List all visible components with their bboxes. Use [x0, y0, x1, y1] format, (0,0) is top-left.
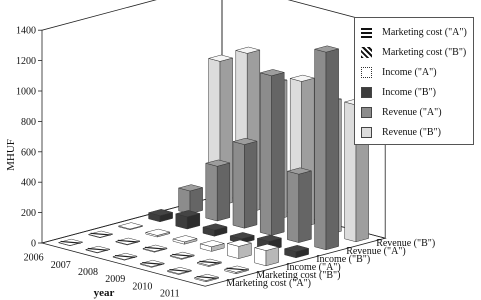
legend-swatch [361, 107, 372, 118]
x-tick-label: 2010 [132, 281, 153, 293]
legend-swatch [361, 127, 372, 138]
bar [299, 171, 312, 243]
y-tick-label: 1400 [16, 25, 36, 37]
legend-item [361, 82, 473, 102]
series-axis-label: Income ("B") [316, 254, 371, 266]
legend-swatch [361, 67, 372, 78]
legend-label: Income ("B") [382, 86, 436, 98]
x-tick-label: 2011 [159, 288, 180, 300]
bar [206, 163, 217, 221]
bar [326, 49, 339, 250]
y-axis-title: MHUF [5, 139, 17, 171]
bar [287, 171, 298, 242]
series-axis-label: Marketing cost ("B") [256, 270, 341, 282]
x-tick-label: 2008 [78, 267, 98, 278]
y-tick-label: 800 [21, 116, 36, 128]
bar [315, 49, 326, 250]
series-axis-label: Income ("A") [286, 262, 341, 274]
bar [244, 141, 257, 228]
y-tick-label: 0 [31, 238, 36, 250]
y-tick-label: 600 [21, 147, 36, 159]
legend-label: Revenue ("B") [382, 126, 441, 138]
legend-label: Marketing cost ("A") [382, 26, 467, 38]
bar [272, 72, 285, 235]
legend-item [361, 62, 473, 82]
x-axis-title: year [93, 287, 115, 299]
y-tick-label: 1000 [16, 86, 36, 98]
legend-item [361, 122, 473, 142]
y-tick-label: 400 [21, 177, 36, 189]
series-axis-label: Revenue ("A") [346, 246, 406, 258]
series-axis-label: Marketing cost ("A") [226, 278, 312, 290]
legend-item [361, 22, 473, 42]
x-tick-label: 2007 [50, 259, 71, 271]
legend [354, 17, 474, 145]
x-tick-label: 2009 [105, 274, 126, 286]
legend-item [361, 42, 473, 62]
bar [190, 188, 203, 214]
legend-swatch [361, 47, 372, 58]
bar [119, 223, 143, 229]
legend-item [361, 102, 473, 122]
legend-swatch [361, 27, 372, 38]
bar [260, 73, 271, 236]
legend-label: Revenue ("A") [382, 106, 442, 118]
x-tick-label: 2006 [23, 252, 44, 264]
bar [233, 142, 244, 229]
chart-bars [59, 46, 369, 282]
legend-swatch [361, 87, 372, 98]
legend-label: Income ("A") [382, 66, 437, 78]
bar [179, 188, 190, 214]
y-tick-label: 200 [21, 208, 36, 220]
bar [217, 163, 230, 221]
series-axis-label: Revenue ("B") [376, 238, 436, 250]
legend-label: Marketing cost ("B") [382, 46, 467, 58]
y-tick-label: 1200 [16, 56, 36, 68]
